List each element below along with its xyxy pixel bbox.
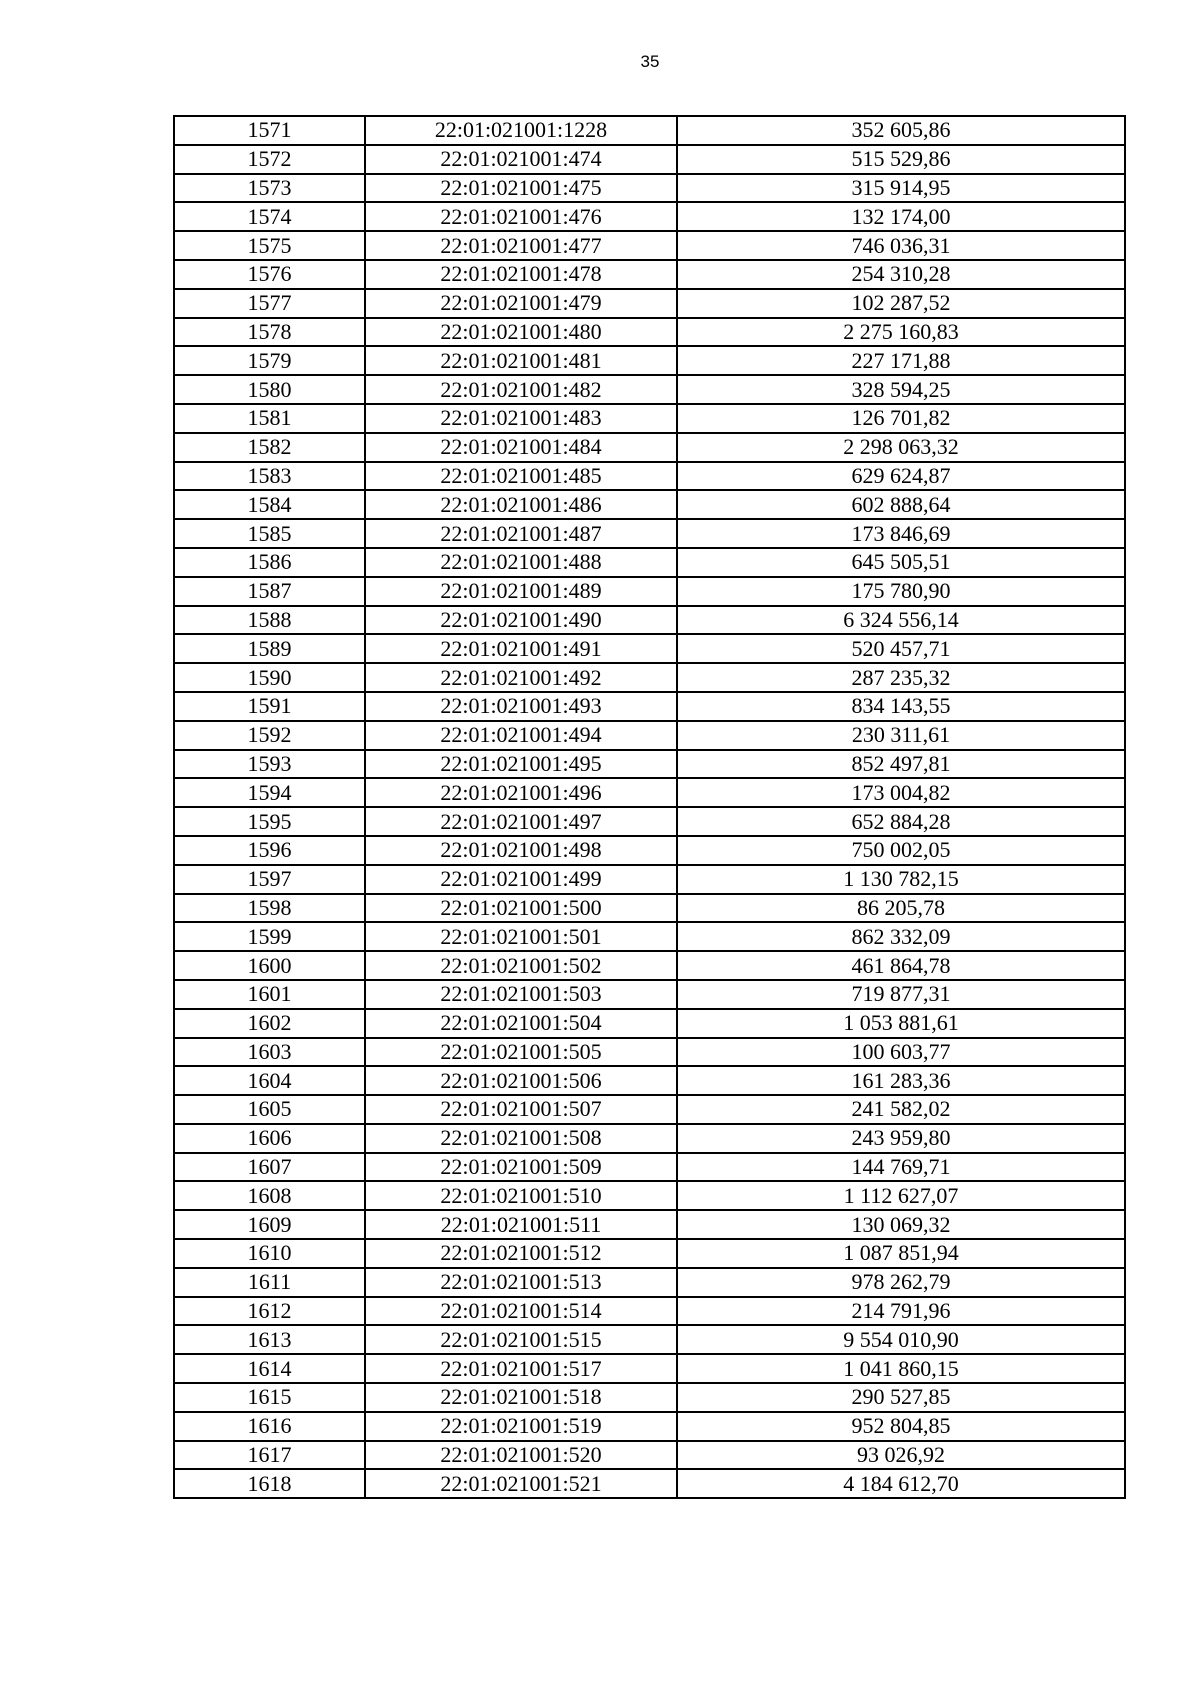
table-row [174, 260, 1125, 289]
cadastral-value-cell: 100 603,77 [677, 1038, 1125, 1067]
cadastral-number-cell: 22:01:021001:489 [365, 577, 677, 606]
cadastral-value-cell: 241 582,02 [677, 1095, 1125, 1124]
cadastral-number-cell: 22:01:021001:484 [365, 433, 677, 462]
cadastral-value-cell: 102 287,52 [677, 289, 1125, 318]
cadastral-number-cell: 22:01:021001:1228 [365, 116, 677, 145]
row-number-cell: 1573 [174, 174, 365, 203]
cadastral-number-cell: 22:01:021001:512 [365, 1239, 677, 1268]
table-row [174, 721, 1125, 750]
cadastral-number-cell: 22:01:021001:502 [365, 951, 677, 980]
cadastral-number-cell: 22:01:021001:477 [365, 231, 677, 260]
cadastral-value-cell: 315 914,95 [677, 174, 1125, 203]
table-row [174, 951, 1125, 980]
table-row [174, 433, 1125, 462]
row-number-cell: 1609 [174, 1210, 365, 1239]
row-number-cell: 1597 [174, 865, 365, 894]
row-number-cell: 1574 [174, 202, 365, 231]
cadastral-number-cell: 22:01:021001:503 [365, 980, 677, 1009]
row-number-cell: 1600 [174, 951, 365, 980]
row-number-cell: 1608 [174, 1181, 365, 1210]
row-number-cell: 1612 [174, 1297, 365, 1326]
cadastral-value-cell: 328 594,25 [677, 375, 1125, 404]
cadastral-value-cell: 287 235,32 [677, 663, 1125, 692]
cadastral-number-cell: 22:01:021001:482 [365, 375, 677, 404]
cadastral-number-cell: 22:01:021001:493 [365, 692, 677, 721]
row-number-cell: 1587 [174, 577, 365, 606]
cadastral-value-cell: 750 002,05 [677, 836, 1125, 865]
row-number-cell: 1580 [174, 375, 365, 404]
table-row [174, 980, 1125, 1009]
cadastral-value-cell: 1 130 782,15 [677, 865, 1125, 894]
row-number-cell: 1615 [174, 1383, 365, 1412]
table-row [174, 1153, 1125, 1182]
row-number-cell: 1601 [174, 980, 365, 1009]
cadastral-value-cell: 629 624,87 [677, 462, 1125, 491]
row-number-cell: 1618 [174, 1469, 365, 1498]
cadastral-number-cell: 22:01:021001:497 [365, 807, 677, 836]
cadastral-number-cell: 22:01:021001:485 [365, 462, 677, 491]
row-number-cell: 1599 [174, 922, 365, 951]
table-row [174, 750, 1125, 779]
table-row [174, 174, 1125, 203]
table-row [174, 202, 1125, 231]
cadastral-value-cell: 834 143,55 [677, 692, 1125, 721]
cadastral-value-cell: 86 205,78 [677, 894, 1125, 923]
cadastral-number-cell: 22:01:021001:521 [365, 1469, 677, 1498]
row-number-cell: 1586 [174, 548, 365, 577]
row-number-cell: 1575 [174, 231, 365, 260]
cadastral-number-cell: 22:01:021001:487 [365, 519, 677, 548]
cadastral-number-cell: 22:01:021001:508 [365, 1124, 677, 1153]
cadastral-number-cell: 22:01:021001:488 [365, 548, 677, 577]
row-number-cell: 1606 [174, 1124, 365, 1153]
cadastral-value-cell: 1 041 860,15 [677, 1354, 1125, 1383]
table-row [174, 634, 1125, 663]
cadastral-value-cell: 254 310,28 [677, 260, 1125, 289]
row-number-cell: 1589 [174, 634, 365, 663]
cadastral-value-cell: 4 184 612,70 [677, 1469, 1125, 1498]
cadastral-value-cell: 515 529,86 [677, 145, 1125, 174]
table-row [174, 1469, 1125, 1498]
row-number-cell: 1614 [174, 1354, 365, 1383]
table-row [174, 490, 1125, 519]
row-number-cell: 1613 [174, 1325, 365, 1354]
cadastral-number-cell: 22:01:021001:501 [365, 922, 677, 951]
table-row [174, 1095, 1125, 1124]
table-row [174, 1210, 1125, 1239]
row-number-cell: 1593 [174, 750, 365, 779]
cadastral-value-cell: 227 171,88 [677, 346, 1125, 375]
row-number-cell: 1582 [174, 433, 365, 462]
cadastral-value-table [173, 115, 1126, 1499]
cadastral-number-cell: 22:01:021001:509 [365, 1153, 677, 1182]
table-row [174, 462, 1125, 491]
table-row [174, 922, 1125, 951]
cadastral-number-cell: 22:01:021001:475 [365, 174, 677, 203]
row-number-cell: 1576 [174, 260, 365, 289]
row-number-cell: 1581 [174, 404, 365, 433]
table-row [174, 692, 1125, 721]
cadastral-value-cell: 719 877,31 [677, 980, 1125, 1009]
cadastral-value-cell: 602 888,64 [677, 490, 1125, 519]
table-row [174, 1325, 1125, 1354]
cadastral-value-cell: 243 959,80 [677, 1124, 1125, 1153]
cadastral-value-cell: 132 174,00 [677, 202, 1125, 231]
row-number-cell: 1577 [174, 289, 365, 318]
row-number-cell: 1616 [174, 1412, 365, 1441]
cadastral-value-cell: 1 112 627,07 [677, 1181, 1125, 1210]
row-number-cell: 1592 [174, 721, 365, 750]
cadastral-value-cell: 862 332,09 [677, 922, 1125, 951]
cadastral-number-cell: 22:01:021001:486 [365, 490, 677, 519]
row-number-cell: 1578 [174, 318, 365, 347]
cadastral-value-cell: 93 026,92 [677, 1441, 1125, 1470]
table-row [174, 1383, 1125, 1412]
cadastral-value-cell: 214 791,96 [677, 1297, 1125, 1326]
cadastral-value-cell: 852 497,81 [677, 750, 1125, 779]
page-number: 35 [640, 52, 660, 71]
cadastral-number-cell: 22:01:021001:507 [365, 1095, 677, 1124]
cadastral-value-cell: 652 884,28 [677, 807, 1125, 836]
table-row [174, 145, 1125, 174]
cadastral-value-cell: 978 262,79 [677, 1268, 1125, 1297]
cadastral-value-cell: 9 554 010,90 [677, 1325, 1125, 1354]
row-number-cell: 1595 [174, 807, 365, 836]
cadastral-number-cell: 22:01:021001:495 [365, 750, 677, 779]
table-body [174, 116, 1125, 1498]
cadastral-number-cell: 22:01:021001:479 [365, 289, 677, 318]
row-number-cell: 1598 [174, 894, 365, 923]
row-number-cell: 1610 [174, 1239, 365, 1268]
cadastral-value-cell: 461 864,78 [677, 951, 1125, 980]
cadastral-value-cell: 161 283,36 [677, 1066, 1125, 1095]
row-number-cell: 1594 [174, 778, 365, 807]
cadastral-value-cell: 144 769,71 [677, 1153, 1125, 1182]
cadastral-number-cell: 22:01:021001:496 [365, 778, 677, 807]
row-number-cell: 1617 [174, 1441, 365, 1470]
table-row [174, 1441, 1125, 1470]
row-number-cell: 1605 [174, 1095, 365, 1124]
table-row [174, 1239, 1125, 1268]
cadastral-number-cell: 22:01:021001:520 [365, 1441, 677, 1470]
cadastral-value-cell: 173 004,82 [677, 778, 1125, 807]
cadastral-number-cell: 22:01:021001:514 [365, 1297, 677, 1326]
cadastral-number-cell: 22:01:021001:519 [365, 1412, 677, 1441]
cadastral-value-cell: 126 701,82 [677, 404, 1125, 433]
table-row [174, 346, 1125, 375]
row-number-cell: 1590 [174, 663, 365, 692]
cadastral-value-cell: 1 053 881,61 [677, 1009, 1125, 1038]
cadastral-value-cell: 130 069,32 [677, 1210, 1125, 1239]
cadastral-number-cell: 22:01:021001:481 [365, 346, 677, 375]
cadastral-value-cell: 645 505,51 [677, 548, 1125, 577]
table-row [174, 865, 1125, 894]
cadastral-value-cell: 290 527,85 [677, 1383, 1125, 1412]
cadastral-number-cell: 22:01:021001:515 [365, 1325, 677, 1354]
cadastral-number-cell: 22:01:021001:505 [365, 1038, 677, 1067]
cadastral-value-cell: 520 457,71 [677, 634, 1125, 663]
cadastral-value-cell: 230 311,61 [677, 721, 1125, 750]
row-number-cell: 1603 [174, 1038, 365, 1067]
cadastral-number-cell: 22:01:021001:474 [365, 145, 677, 174]
cadastral-value-cell: 175 780,90 [677, 577, 1125, 606]
table-row [174, 231, 1125, 260]
row-number-cell: 1584 [174, 490, 365, 519]
row-number-cell: 1602 [174, 1009, 365, 1038]
cadastral-number-cell: 22:01:021001:518 [365, 1383, 677, 1412]
cadastral-number-cell: 22:01:021001:510 [365, 1181, 677, 1210]
table-row [174, 1066, 1125, 1095]
table-row [174, 1297, 1125, 1326]
cadastral-value-cell: 1 087 851,94 [677, 1239, 1125, 1268]
table-row [174, 836, 1125, 865]
table-row [174, 1412, 1125, 1441]
cadastral-number-cell: 22:01:021001:506 [365, 1066, 677, 1095]
cadastral-value-cell: 746 036,31 [677, 231, 1125, 260]
cadastral-number-cell: 22:01:021001:483 [365, 404, 677, 433]
row-number-cell: 1583 [174, 462, 365, 491]
table-row [174, 1009, 1125, 1038]
table-row [174, 577, 1125, 606]
cadastral-number-cell: 22:01:021001:492 [365, 663, 677, 692]
table-row [174, 606, 1125, 635]
table-row [174, 548, 1125, 577]
table-row [174, 1181, 1125, 1210]
cadastral-value-cell: 6 324 556,14 [677, 606, 1125, 635]
table-row [174, 519, 1125, 548]
cadastral-value-cell: 952 804,85 [677, 1412, 1125, 1441]
table-row [174, 289, 1125, 318]
cadastral-number-cell: 22:01:021001:500 [365, 894, 677, 923]
cadastral-number-cell: 22:01:021001:511 [365, 1210, 677, 1239]
row-number-cell: 1572 [174, 145, 365, 174]
table-row [174, 807, 1125, 836]
cadastral-number-cell: 22:01:021001:513 [365, 1268, 677, 1297]
row-number-cell: 1579 [174, 346, 365, 375]
row-number-cell: 1571 [174, 116, 365, 145]
cadastral-value-cell: 173 846,69 [677, 519, 1125, 548]
table-row [174, 375, 1125, 404]
table-row [174, 1038, 1125, 1067]
row-number-cell: 1611 [174, 1268, 365, 1297]
row-number-cell: 1585 [174, 519, 365, 548]
cadastral-number-cell: 22:01:021001:494 [365, 721, 677, 750]
table-row [174, 1268, 1125, 1297]
cadastral-number-cell: 22:01:021001:517 [365, 1354, 677, 1383]
cadastral-number-cell: 22:01:021001:480 [365, 318, 677, 347]
row-number-cell: 1591 [174, 692, 365, 721]
cadastral-number-cell: 22:01:021001:499 [365, 865, 677, 894]
table-row [174, 116, 1125, 145]
table-row [174, 663, 1125, 692]
cadastral-number-cell: 22:01:021001:476 [365, 202, 677, 231]
row-number-cell: 1588 [174, 606, 365, 635]
table-row [174, 894, 1125, 923]
row-number-cell: 1604 [174, 1066, 365, 1095]
table-row [174, 318, 1125, 347]
row-number-cell: 1607 [174, 1153, 365, 1182]
cadastral-number-cell: 22:01:021001:478 [365, 260, 677, 289]
table-row [174, 404, 1125, 433]
cadastral-value-cell: 352 605,86 [677, 116, 1125, 145]
cadastral-number-cell: 22:01:021001:498 [365, 836, 677, 865]
cadastral-value-cell: 2 275 160,83 [677, 318, 1125, 347]
table-row [174, 1124, 1125, 1153]
table-row [174, 778, 1125, 807]
table-row [174, 1354, 1125, 1383]
cadastral-number-cell: 22:01:021001:490 [365, 606, 677, 635]
cadastral-number-cell: 22:01:021001:504 [365, 1009, 677, 1038]
row-number-cell: 1596 [174, 836, 365, 865]
cadastral-value-cell: 2 298 063,32 [677, 433, 1125, 462]
cadastral-number-cell: 22:01:021001:491 [365, 634, 677, 663]
